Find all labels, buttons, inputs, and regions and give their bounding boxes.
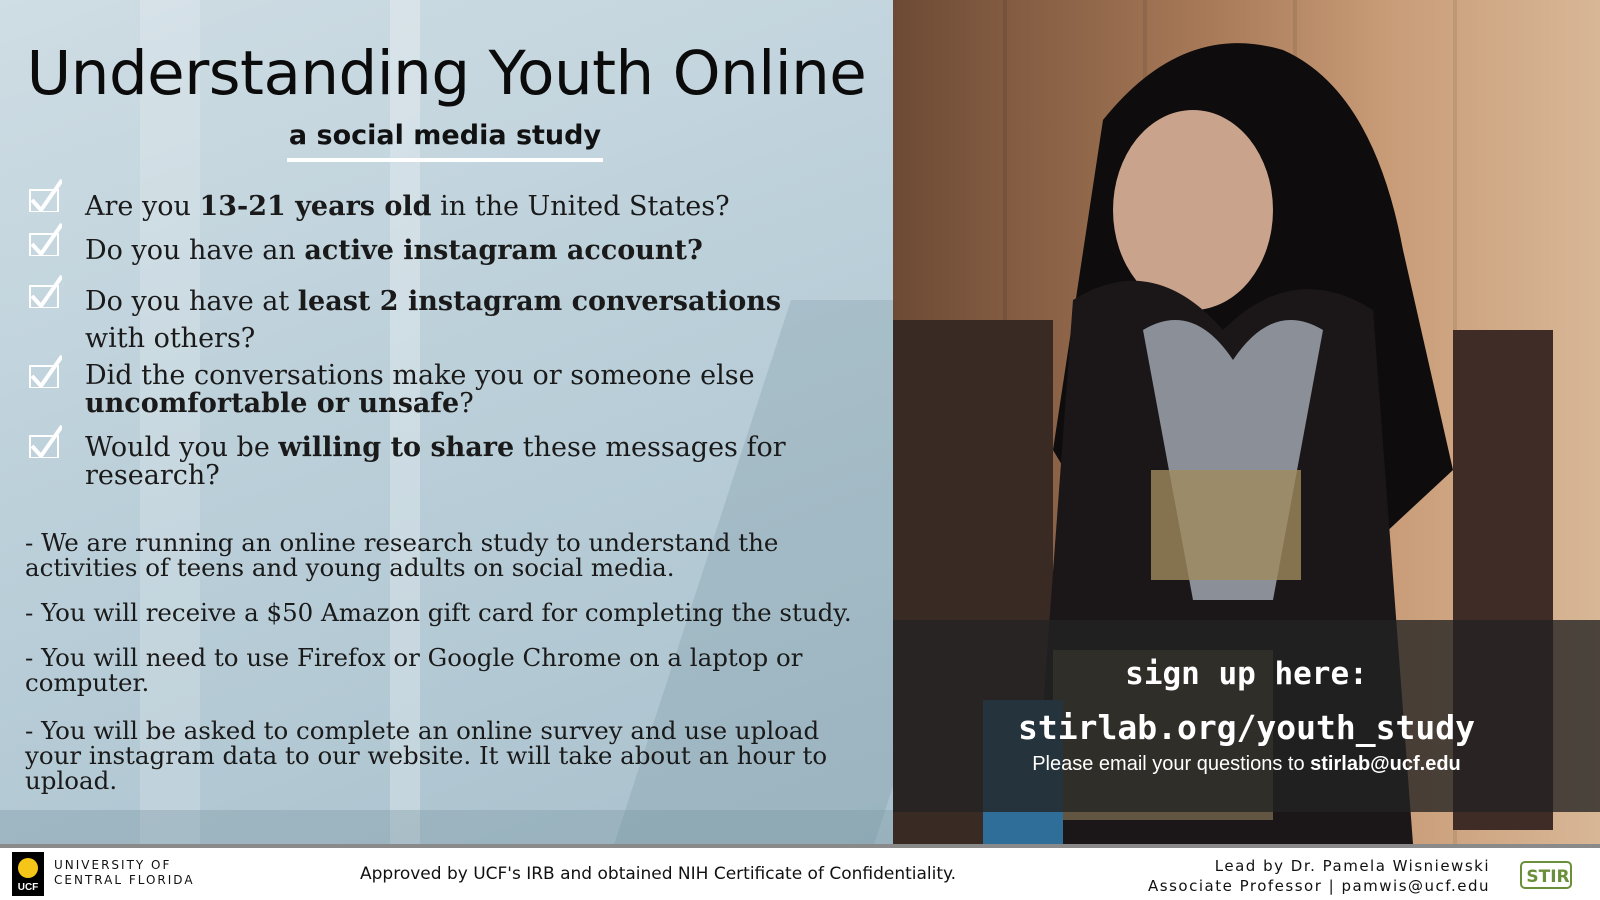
eligibility-question: Would you be willing to share these messages for research? bbox=[85, 432, 786, 491]
signup-label: sign up here: bbox=[1125, 656, 1368, 692]
checkbox-checked-icon bbox=[28, 354, 62, 388]
info-text: - We are running an online research study to understand the activities of teens and young adults on social media. bbox=[25, 528, 779, 582]
eligibility-question: Are you 13-21 years old in the United States? bbox=[85, 191, 730, 222]
lead-researcher: Lead by Dr. Pamela Wisniewski Associate Professor | pamwis@ucf.edu bbox=[1148, 857, 1490, 895]
eligibility-question: Do you have at least 2 instagram conversations with others? bbox=[85, 286, 782, 354]
signup-url-link[interactable]: stirlab.org/youth_study bbox=[1018, 708, 1475, 747]
checkbox-checked-icon bbox=[28, 222, 62, 256]
eligibility-question: Did the conversations make you or someone else uncomfortable or unsafe? bbox=[85, 360, 755, 419]
svg-text:STIR: STIR bbox=[1526, 867, 1570, 887]
info-text: - You will need to use Firefox or Google Chrome on a laptop or computer. bbox=[25, 643, 803, 697]
checkbox-checked-icon bbox=[28, 274, 62, 308]
university-name: UNIVERSITY OF CENTRAL FLORIDA bbox=[54, 858, 195, 887]
ucf-logo: UCF bbox=[12, 852, 44, 896]
checkbox-checked-icon bbox=[28, 178, 62, 212]
info-text: - You will be asked to complete an online survey and use upload your instagram data to our website. It will take about an hour to upload. bbox=[25, 716, 828, 795]
stir-logo bbox=[1518, 856, 1580, 894]
subtitle-underline bbox=[287, 158, 603, 162]
page-title: Understanding Youth Online bbox=[26, 38, 867, 109]
info-text: - You will receive a $50 Amazon gift card for completing the study. bbox=[25, 598, 852, 627]
eligibility-question: Do you have an active instagram account? bbox=[85, 235, 703, 266]
page-subtitle: a social media study bbox=[288, 120, 602, 151]
footer bbox=[0, 844, 1600, 900]
background-decoration bbox=[0, 810, 893, 844]
checkbox-checked-icon bbox=[28, 424, 62, 458]
irb-approval-text: Approved by UCF's IRB and obtained NIH Certificate of Confidentiality. bbox=[360, 864, 957, 884]
contact-email-text: Please email your questions to stirlab@ucf.edu bbox=[1032, 753, 1461, 775]
contact-email-link[interactable]: stirlab@ucf.edu bbox=[1310, 753, 1461, 775]
